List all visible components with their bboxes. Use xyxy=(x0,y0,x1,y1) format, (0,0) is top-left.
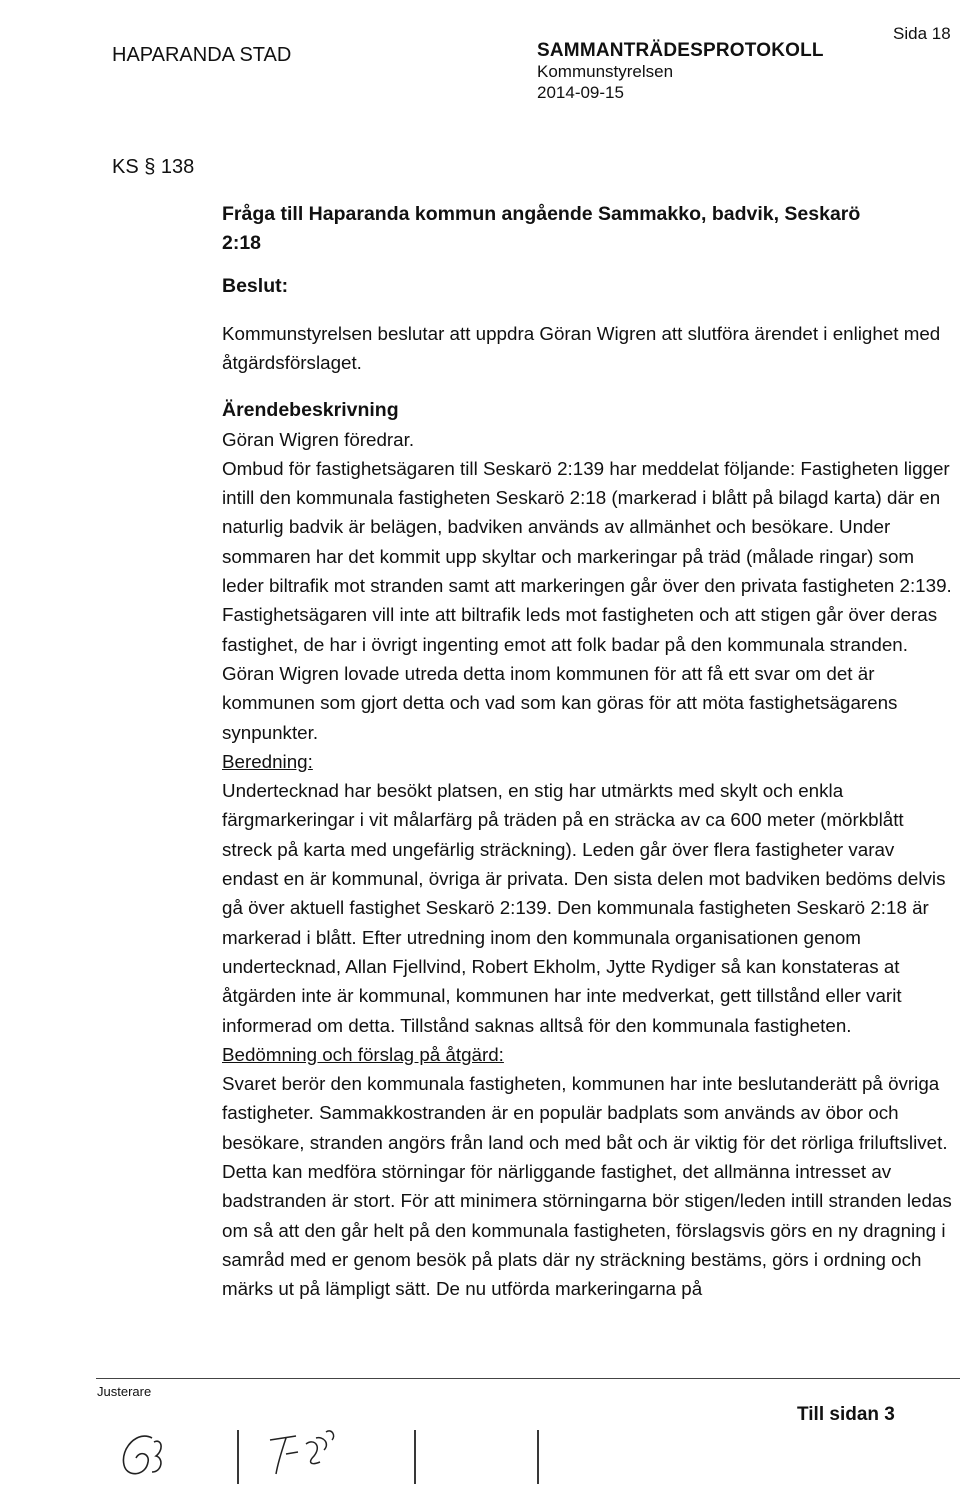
organization-name: HAPARANDA STAD xyxy=(112,44,292,66)
matter-title xyxy=(222,200,954,258)
page-number: Sida 18 xyxy=(893,24,951,43)
preparation-text: Undertecknad har besökt platsen, en stig har utmärkts med skylt och enkla färgmarkeringar i vit målarfärg på träden på en sträcka av ca 600 meter (mörkblått streck på karta med ungefärlig sträckning). Leden går över flera fastigheter varav endast en är kommunal, övriga är privata. Den sista delen mot badviken bedöms delvis gå över aktuell fastighet Seskarö 2:139. Den kommunala fastigheten Seskarö 2:18 är markerad i blått. Efter utredning inom den kommunala organisationen genom undertecknad, Allan Fjellvind, Robert Ekholm, Jytte Rydiger så kan konstateras at åtgärden inte är kommunal, kommunen har inte medverkat, gett tillstånd eller varit informerad om detta. Tillstånd saknas alltså för den kommunala fastigheten. xyxy=(222,780,946,1036)
decision-text: Kommunstyrelsen beslutar att uppdra Göran Wigren att slutföra ärendet i enlighet med åtgärdsförslaget. xyxy=(222,323,941,374)
adjuster-label: Justerare xyxy=(97,1384,152,1399)
signature-area xyxy=(110,1410,570,1485)
assessment-text: Svaret berör den kommunala fastigheten, kommunen har inte beslutanderätt på övriga fastigheter. Sammakkostranden är en populär badplats som används av öbor och besökare, stranden angörs från land och med båt och är viktig för det rörliga friluftslivet. Detta kan medföra störningar för närliggande fastighet, det allmänna intresset av badstranden är stort. För att minimera störningarna bör stigen/leden intill stranden ledas om så att den går helt på den kommunala fastigheten, förslagsvis görs en ny dragning i samråd med er genom besök på plats där ny sträckning bestäms, görs i ordning och märks ut på lämpligt sätt. De nu utförda markeringarna på xyxy=(222,1073,952,1300)
meeting-date: 2014-09-15 xyxy=(537,83,624,102)
matter-title-line-1: Fråga till Haparanda kommun angående Sammakko, badvik, Seskarö xyxy=(222,203,861,225)
document-type: SAMMANTRÄDESPROTOKOLL xyxy=(537,40,824,61)
footer-divider xyxy=(96,1378,960,1379)
minutes-content xyxy=(222,200,954,1304)
signature-initials-1 xyxy=(123,1436,161,1474)
next-page-label: Till sidan 3 xyxy=(797,1404,895,1425)
paragraph-number: KS § 138 xyxy=(112,156,195,178)
description-text: Ombud för fastighetsägaren till Seskarö 2:139 har meddelat följande: Fastigheten ligger intill den kommunala fastigheten Seskarö 2:18 (markerad i blått på bilagd karta) där en naturlig badvik är belägen, badviken används av allmänhet och besökare. Under sommaren har det kommit upp skyltar och markeringar på träd (målade ringar) som leder biltrafik mot stranden samt att markeringen går över den privata fastigheten 2:139. Fastighetsägaren vill inte att biltrafik leds mot fastigheten och att stigen går över deras fastighet, de har i övrigt ingenting emot att folk badar på den kommunala stranden. Göran Wigren lovade utreda detta inom kommunen för att få ett svar om det är kommunen som gjort detta och vad som kan göras för att möta fastighetsägarens synpunkter. xyxy=(222,457,952,743)
description-heading: Ärendebeskrivning xyxy=(222,398,399,421)
document-header xyxy=(537,40,824,103)
signature-initials-2 xyxy=(270,1431,334,1474)
committee-name: Kommunstyrelsen xyxy=(537,62,674,81)
matter-title-line-2: 2:18 xyxy=(222,232,262,254)
presenter-text: Göran Wigren föredrar. xyxy=(222,428,415,450)
assessment-heading: Bedömning och förslag på åtgärd: xyxy=(222,1043,504,1065)
preparation-heading: Beredning: xyxy=(222,750,313,772)
decision-heading: Beslut: xyxy=(222,275,289,297)
